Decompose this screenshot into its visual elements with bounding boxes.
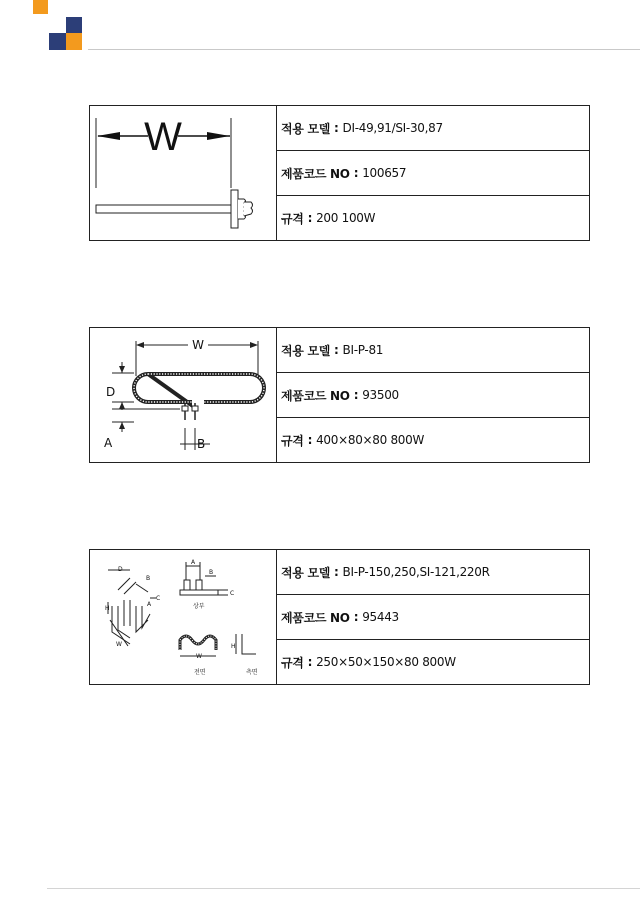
logo-square-navy	[66, 17, 82, 33]
product-1-drawing	[90, 106, 277, 240]
b-label: B	[146, 575, 151, 582]
a-label: A	[147, 601, 152, 608]
side-view-label: 측면	[246, 669, 258, 676]
model-row: 적용 모델 : BI-P-150,250,SI-121,220R	[277, 550, 589, 595]
spec-row: 규격 : 250×50×150×80 800W	[281, 655, 456, 670]
h-label: H	[105, 605, 110, 612]
code-value: 100657	[362, 166, 407, 180]
model-label: 적용 모델	[281, 121, 331, 136]
model-label: 적용 모델	[281, 343, 331, 358]
logo-square-orange-2	[66, 33, 82, 50]
product-3-drawing	[90, 550, 277, 684]
front-view-label: 전면	[194, 669, 206, 676]
w-dimension-label: W	[192, 338, 204, 352]
model-label: 적용 모델	[281, 565, 331, 580]
wave-heater-diagram	[90, 550, 275, 684]
w-label: W	[116, 641, 122, 648]
straight-heater-diagram	[90, 106, 275, 240]
code-value: 95443	[362, 610, 399, 624]
code-row: 제품코드 NO : 95443	[277, 595, 589, 640]
spec-label: 규격	[281, 433, 304, 448]
model-row: 적용 모델 : DI-49,91/SI-30,87	[277, 106, 589, 151]
a-dimension-label: A	[104, 436, 113, 450]
logo-square-navy-2	[49, 33, 66, 50]
w-label-front: W	[196, 653, 202, 660]
code-row: 제품코드 NO : 93500	[277, 373, 589, 418]
product-card-2	[89, 327, 590, 463]
w-dimension-label: W	[144, 115, 182, 159]
model-row: 적용 모델 : BI-P-81	[277, 328, 589, 373]
code-label: 제품코드 NO	[281, 610, 350, 625]
b-dimension-label: B	[197, 437, 206, 451]
code-label: 제품코드 NO	[281, 166, 350, 181]
spec-value: 200 100W	[316, 211, 376, 225]
code-label: 제품코드 NO	[281, 388, 350, 403]
footer-divider	[47, 888, 640, 889]
d-label: D	[118, 566, 123, 573]
spec-value: 250×50×150×80 800W	[316, 655, 456, 669]
model-value: BI-P-81	[342, 343, 384, 357]
d-dimension-label: D	[106, 385, 116, 399]
h-label-side: H	[231, 643, 236, 650]
header-divider	[88, 49, 640, 50]
b-label-top: B	[209, 569, 214, 576]
spec-label: 규격	[281, 655, 304, 670]
spec-row: 규격 : 200 100W	[281, 211, 376, 226]
model-value: DI-49,91/SI-30,87	[342, 121, 443, 135]
u-heater-diagram	[90, 328, 275, 462]
product-card-3	[89, 549, 590, 685]
spec-value: 400×80×80 800W	[316, 433, 425, 447]
product-card-1	[89, 105, 590, 241]
model-value: BI-P-150,250,SI-121,220R	[342, 565, 490, 579]
spec-row: 규격 : 400×80×80 800W	[281, 433, 425, 448]
c-label: C	[156, 595, 161, 602]
a-label-top: A	[191, 559, 196, 566]
code-value: 93500	[362, 388, 399, 402]
product-2-drawing	[90, 328, 277, 462]
spec-label: 규격	[281, 211, 304, 226]
code-row: 제품코드 NO : 100657	[277, 151, 589, 196]
c-label-top: C	[230, 590, 235, 597]
top-view-label: 상부	[193, 603, 205, 610]
logo-square-orange	[33, 0, 48, 14]
